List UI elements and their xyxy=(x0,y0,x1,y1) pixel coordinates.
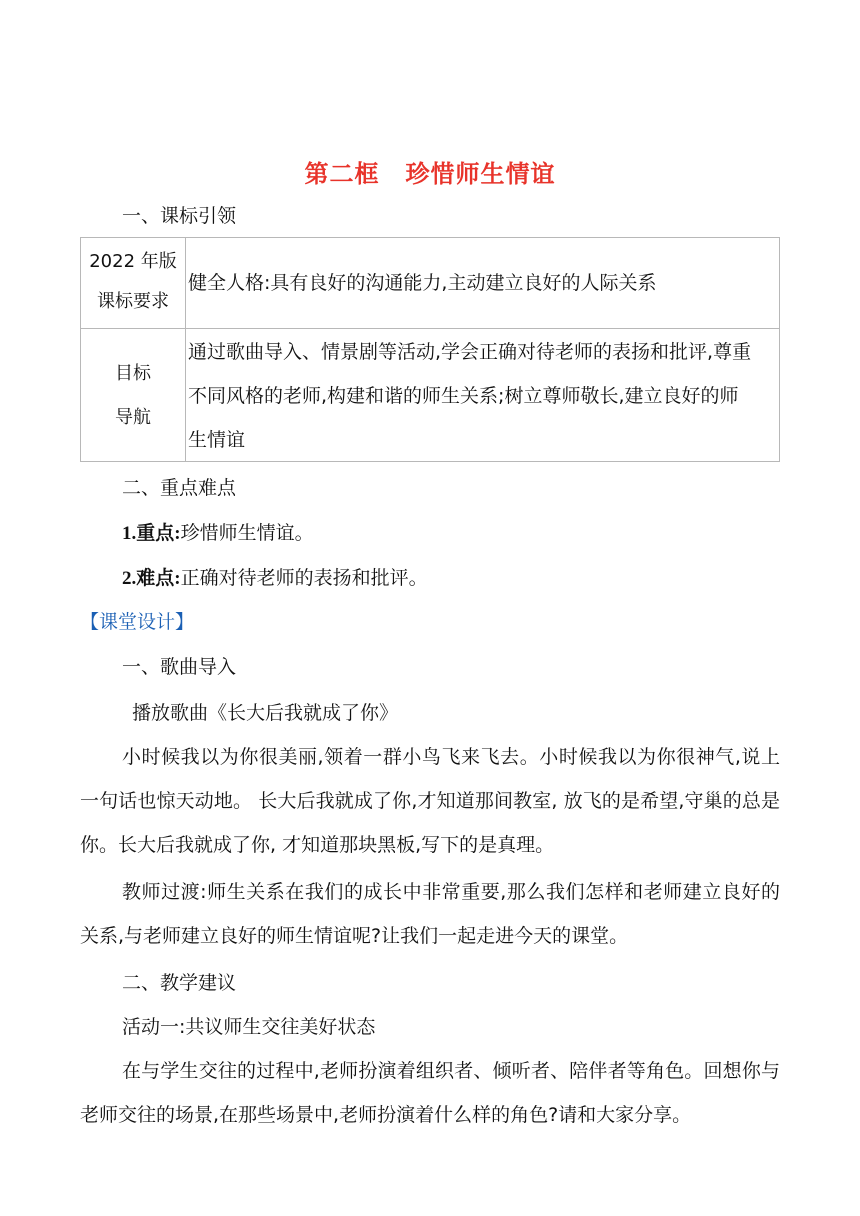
row2-text-line3: 生情谊 xyxy=(188,429,246,451)
song-intro-heading: 一、歌曲导入 xyxy=(122,656,237,678)
section-heading-keypoints: 二、重点难点 xyxy=(122,477,237,499)
song-play-line: 播放歌曲《长大后我就成了你》 xyxy=(132,702,399,724)
key-point-2-text: 正确对待老师的表扬和批评。 xyxy=(180,567,428,589)
row2-label-line2: 导航 xyxy=(115,407,151,428)
key-point-1-label: 1.重点: xyxy=(122,523,181,544)
curriculum-table xyxy=(80,237,780,462)
activity-1-paragraph: 在与学生交往的过程中,老师扮演着组织者、倾听者、陪伴者等角色。回想你与老师交往的场景,在那些场景中,老师扮演着什么样的角色?请和大家分享。 xyxy=(80,1060,780,1126)
section-heading-curriculum: 一、课标引领 xyxy=(122,205,237,227)
table-divider-vertical xyxy=(185,238,186,461)
lyrics-paragraph: 小时候我以为你很美丽,领着一群小鸟飞来飞去。小时候我以为你很神气,说上一句话也惊天动地。 长大后我就成了你,才知道那间教室, 放飞的是希望,守巢的总是你。长大后我就成了你, 才知道那块黑板,写下的是真理。 xyxy=(80,746,780,856)
row2-label xyxy=(81,352,185,440)
row1-label xyxy=(81,240,185,324)
title-part1: 第二框 xyxy=(304,160,380,188)
row2-label-line1: 目标 xyxy=(115,363,151,384)
row2-text xyxy=(188,330,778,462)
row2-text-line1: 通过歌曲导入、情景剧等活动,学会正确对待老师的表扬和批评,尊重 xyxy=(188,341,752,363)
teacher-transition-paragraph: 教师过渡:师生关系在我们的成长中非常重要,那么我们怎样和老师建立良好的关系,与老师建立良好的师生情谊呢?让我们一起走进今天的课堂。 xyxy=(80,881,780,947)
key-point-1 xyxy=(122,521,314,546)
key-point-1-text: 珍惜师生情谊。 xyxy=(180,522,314,544)
table-divider-horizontal xyxy=(81,328,779,329)
page-title xyxy=(0,154,860,189)
row1-label-line1: 2022 年版 xyxy=(89,251,177,272)
activity-1-title: 活动一:共议师生交往美好状态 xyxy=(122,1016,376,1038)
key-point-2 xyxy=(122,566,428,591)
teaching-suggestions-heading: 二、教学建议 xyxy=(122,972,237,994)
row1-text: 健全人格:具有良好的沟通能力,主动建立良好的人际关系 xyxy=(188,272,657,294)
classroom-design-heading: 【课堂设计】 xyxy=(80,611,195,633)
row2-text-line2: 不同风格的老师,构建和谐的师生关系;树立尊师敬长,建立良好的师 xyxy=(188,385,739,407)
key-point-2-label: 2.难点: xyxy=(122,568,181,589)
row1-label-line2: 课标要求 xyxy=(97,291,169,312)
title-part2: 珍惜师生情谊 xyxy=(405,160,556,188)
